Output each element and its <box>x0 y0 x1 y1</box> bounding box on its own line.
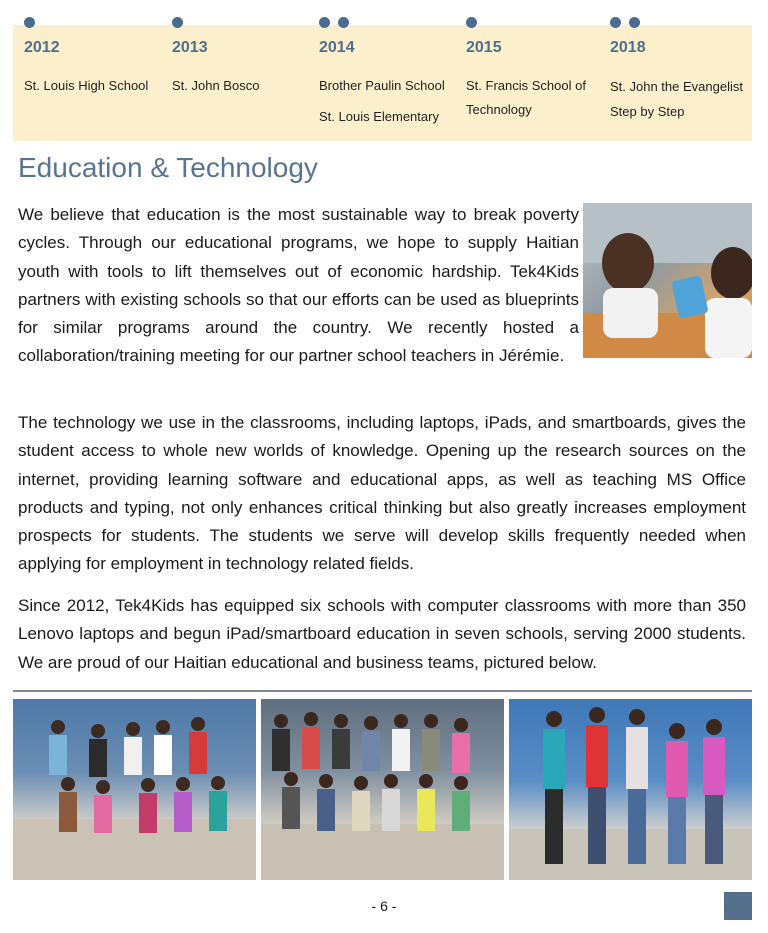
timeline-school: St. Francis School of <box>466 78 586 93</box>
timeline-school: St. Louis Elementary <box>319 109 439 124</box>
timeline-school: Technology <box>466 102 532 117</box>
timeline-dot <box>24 17 35 28</box>
timeline-school: St. John Bosco <box>172 78 260 93</box>
timeline-dot <box>629 17 640 28</box>
divider-line <box>13 690 752 692</box>
team-photo-3 <box>509 699 752 880</box>
section-heading: Education & Technology <box>18 152 318 183</box>
corner-decoration <box>724 892 752 920</box>
photo-illustration <box>583 203 752 358</box>
timeline-year: 2018 <box>610 39 646 56</box>
timeline-year: 2012 <box>24 39 60 56</box>
timeline-year: 2013 <box>172 39 208 56</box>
team-photo-illustration <box>261 699 504 880</box>
team-photo-1 <box>13 699 256 880</box>
timeline-school: Step by Step <box>610 104 685 119</box>
timeline-year: 2014 <box>319 39 355 56</box>
team-photo-illustration <box>509 699 752 880</box>
paragraph-since-2012: Since 2012, Tek4Kids has equipped six schools with computer classrooms with more than 350 Lenovo laptops and begun iPad/smartboard education in seven schools, serving 2000 students. We are proud of our Haitian educational and business teams, pictured below. <box>18 596 746 672</box>
timeline-dot <box>466 17 477 28</box>
students-with-ipad-photo <box>583 203 752 358</box>
timeline-dot <box>610 17 621 28</box>
timeline-school: St. John the Evangelist <box>610 79 743 94</box>
timeline-school: Brother Paulin School <box>319 78 445 93</box>
timeline-school: St. Louis High School <box>24 78 149 93</box>
timeline-dot <box>319 17 330 28</box>
timeline-dot <box>172 17 183 28</box>
paragraph-intro: We believe that education is the most sustainable way to break poverty cycles. Through our educational programs, we hope to supply Haitian youth with tools to lift themselves out of economic hardship. Tek4Kids partners with existing schools so that our efforts can be used as blueprints for similar programs around the country. We recently hosted a collaboration/training meeting for our partner school teachers in Jérémie. <box>18 205 579 366</box>
timeline-dot <box>338 17 349 28</box>
team-photo-illustration <box>13 699 256 880</box>
team-photo-2 <box>261 699 504 880</box>
paragraph-technology: The technology we use in the classrooms, including laptops, iPads, and smartboards, gives the student access to whole new worlds of knowledge. Opening up the research sources on the internet, providing learning software and educational apps, as well as teaching MS Office products and typing, not only enhances critical thinking but also greatly increases employment prospects for students. The students we serve will develop skills frequently needed when applying for employment in technology related fields. <box>18 413 746 574</box>
timeline-band <box>13 25 752 141</box>
page-number: - 6 - <box>371 898 397 914</box>
timeline-year: 2015 <box>466 39 502 56</box>
